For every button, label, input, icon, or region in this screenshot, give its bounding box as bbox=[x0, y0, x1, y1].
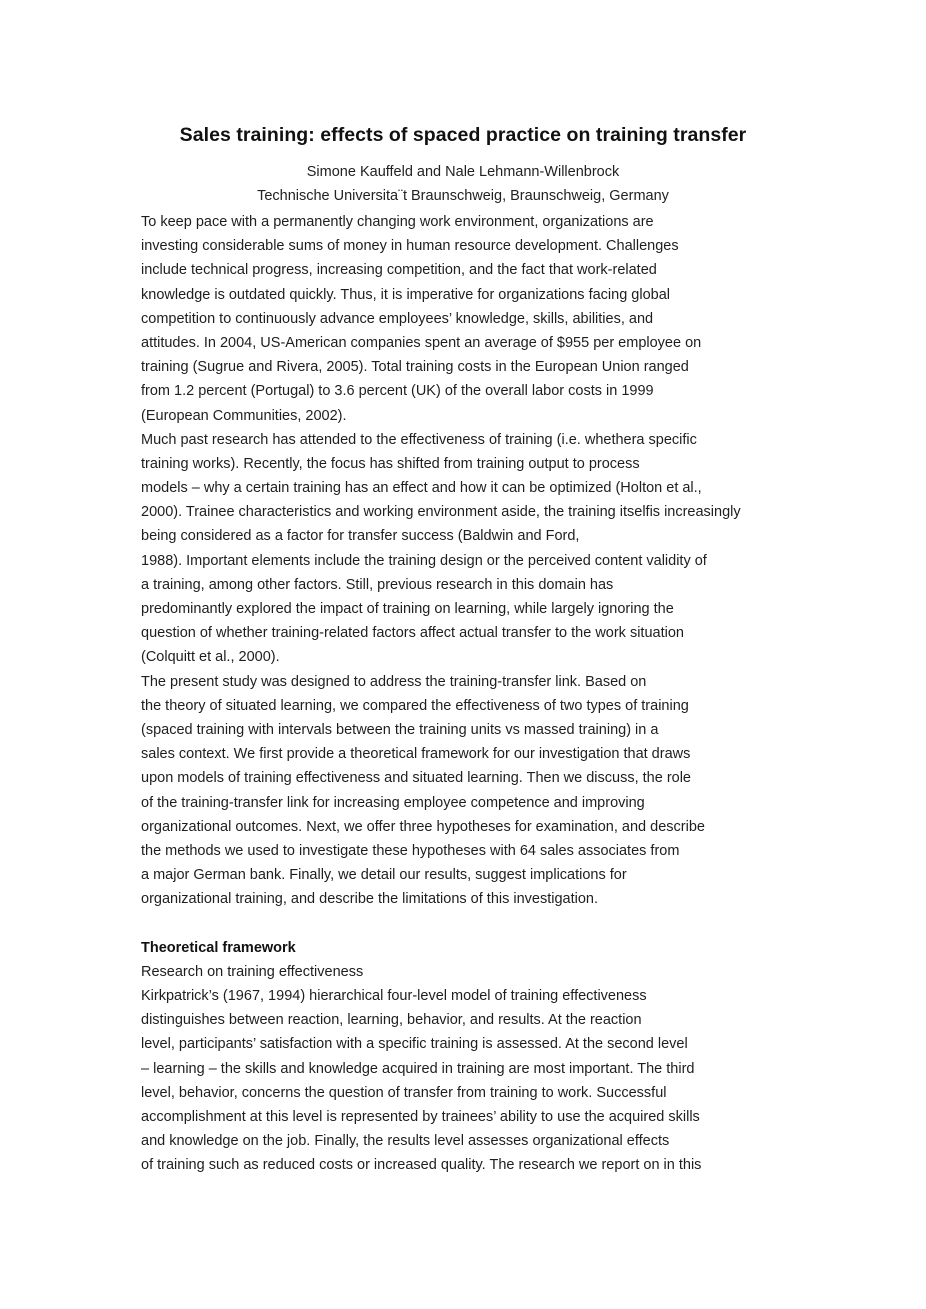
text-line: and knowledge on the job. Finally, the results level assesses organizational effects bbox=[141, 1133, 670, 1150]
text-line: upon models of training effectiveness and situated learning. Then we discuss, the role bbox=[141, 770, 691, 787]
text-line: – learning – the skills and knowledge acquired in training are most important. The third bbox=[141, 1060, 695, 1077]
text-line: the methods we used to investigate these hypotheses with 64 sales associates from bbox=[141, 842, 680, 859]
text-line: distinguishes between reaction, learning, behavior, and results. At the reaction bbox=[141, 1012, 642, 1029]
paper-title: Sales training: effects of spaced practice on training transfer bbox=[179, 124, 747, 146]
text-line: level, behavior, concerns the question of transfer from training to work. Successful bbox=[141, 1084, 667, 1101]
paragraph-past-research bbox=[141, 428, 801, 670]
affiliation-line: Technische Universita¨t Braunschweig, Braunschweig, Germany bbox=[257, 188, 669, 204]
text-line: being considered as a factor for transfer success (Baldwin and Ford, bbox=[141, 528, 580, 545]
text-line: question of whether training-related factors affect actual transfer to the work situation bbox=[141, 625, 684, 642]
paragraph-present-study bbox=[141, 670, 801, 912]
text-line: knowledge is outdated quickly. Thus, it is imperative for organizations facing global bbox=[141, 286, 671, 303]
text-line: organizational outcomes. Next, we offer three hypotheses for examination, and describe bbox=[141, 818, 705, 835]
text-line: training works). Recently, the focus has shifted from training output to process bbox=[141, 455, 640, 472]
body-text bbox=[141, 210, 801, 1178]
text-line: a training, among other factors. Still, previous research in this domain has bbox=[141, 576, 614, 593]
text-line: include technical progress, increasing competition, and the fact that work-related bbox=[141, 262, 657, 279]
text-line: of the training-transfer link for increasing employee competence and improving bbox=[141, 794, 645, 811]
text-line: 2000). Trainee characteristics and working environment aside, the training itselfis increasingly bbox=[141, 504, 741, 521]
text-line: training (Sugrue and Rivera, 2005). Total training costs in the European Union ranged bbox=[141, 359, 689, 376]
text-line: organizational training, and describe the limitations of this investigation. bbox=[141, 891, 599, 908]
text-line: To keep pace with a permanently changing work environment, organizations are bbox=[141, 214, 654, 230]
text-line: (European Communities, 2002). bbox=[141, 407, 347, 424]
text-line: a major German bank. Finally, we detail our results, suggest implications for bbox=[141, 867, 627, 884]
text-line: Much past research has attended to the effectiveness of training (i.e. whethera specific bbox=[141, 431, 697, 448]
paragraph-kirkpatrick bbox=[141, 984, 801, 1178]
text-line: predominantly explored the impact of training on learning, while largely ignoring the bbox=[141, 601, 674, 617]
text-line: accomplishment at this level is represented by trainees’ ability to use the acquired skills bbox=[141, 1108, 700, 1125]
text-line: competition to continuously advance employees’ knowledge, skills, abilities, and bbox=[141, 310, 654, 327]
author-line: Simone Kauffeld and Nale Lehmann-Willenbrock bbox=[306, 164, 620, 180]
text-line: The present study was designed to address the training-transfer link. Based on bbox=[141, 673, 647, 690]
text-line: level, participants’ satisfaction with a specific training is assessed. At the second level bbox=[141, 1036, 688, 1053]
section-heading: Theoretical framework bbox=[141, 939, 296, 956]
text-line: of training such as reduced costs or increased quality. The research we report on in this bbox=[141, 1157, 702, 1174]
text-line: (spaced training with intervals between the training units vs massed training) in a bbox=[141, 721, 659, 738]
text-line: sales context. We first provide a theoretical framework for our investigation that draws bbox=[141, 746, 691, 763]
text-line: from 1.2 percent (Portugal) to 3.6 percent (UK) of the overall labor costs in 1999 bbox=[141, 383, 654, 400]
text-line: investing considerable sums of money in human resource development. Challenges bbox=[141, 238, 679, 255]
text-line: (Colquitt et al., 2000). bbox=[141, 649, 280, 666]
subsection-heading: Research on training effectiveness bbox=[141, 963, 364, 980]
text-line: Kirkpatrick’s (1967, 1994) hierarchical four-level model of training effectiveness bbox=[141, 988, 647, 1004]
text-line: 1988). Important elements include the training design or the perceived content validity of bbox=[141, 552, 707, 569]
paragraph-intro bbox=[141, 210, 801, 428]
text-line: attitudes. In 2004, US-American companies spent an average of $955 per employee on bbox=[141, 334, 702, 351]
text-line: models – why a certain training has an effect and how it can be optimized (Holton et al., bbox=[141, 480, 702, 497]
text-line: the theory of situated learning, we compared the effectiveness of two types of training bbox=[141, 697, 689, 714]
paragraph-gap bbox=[141, 911, 801, 935]
